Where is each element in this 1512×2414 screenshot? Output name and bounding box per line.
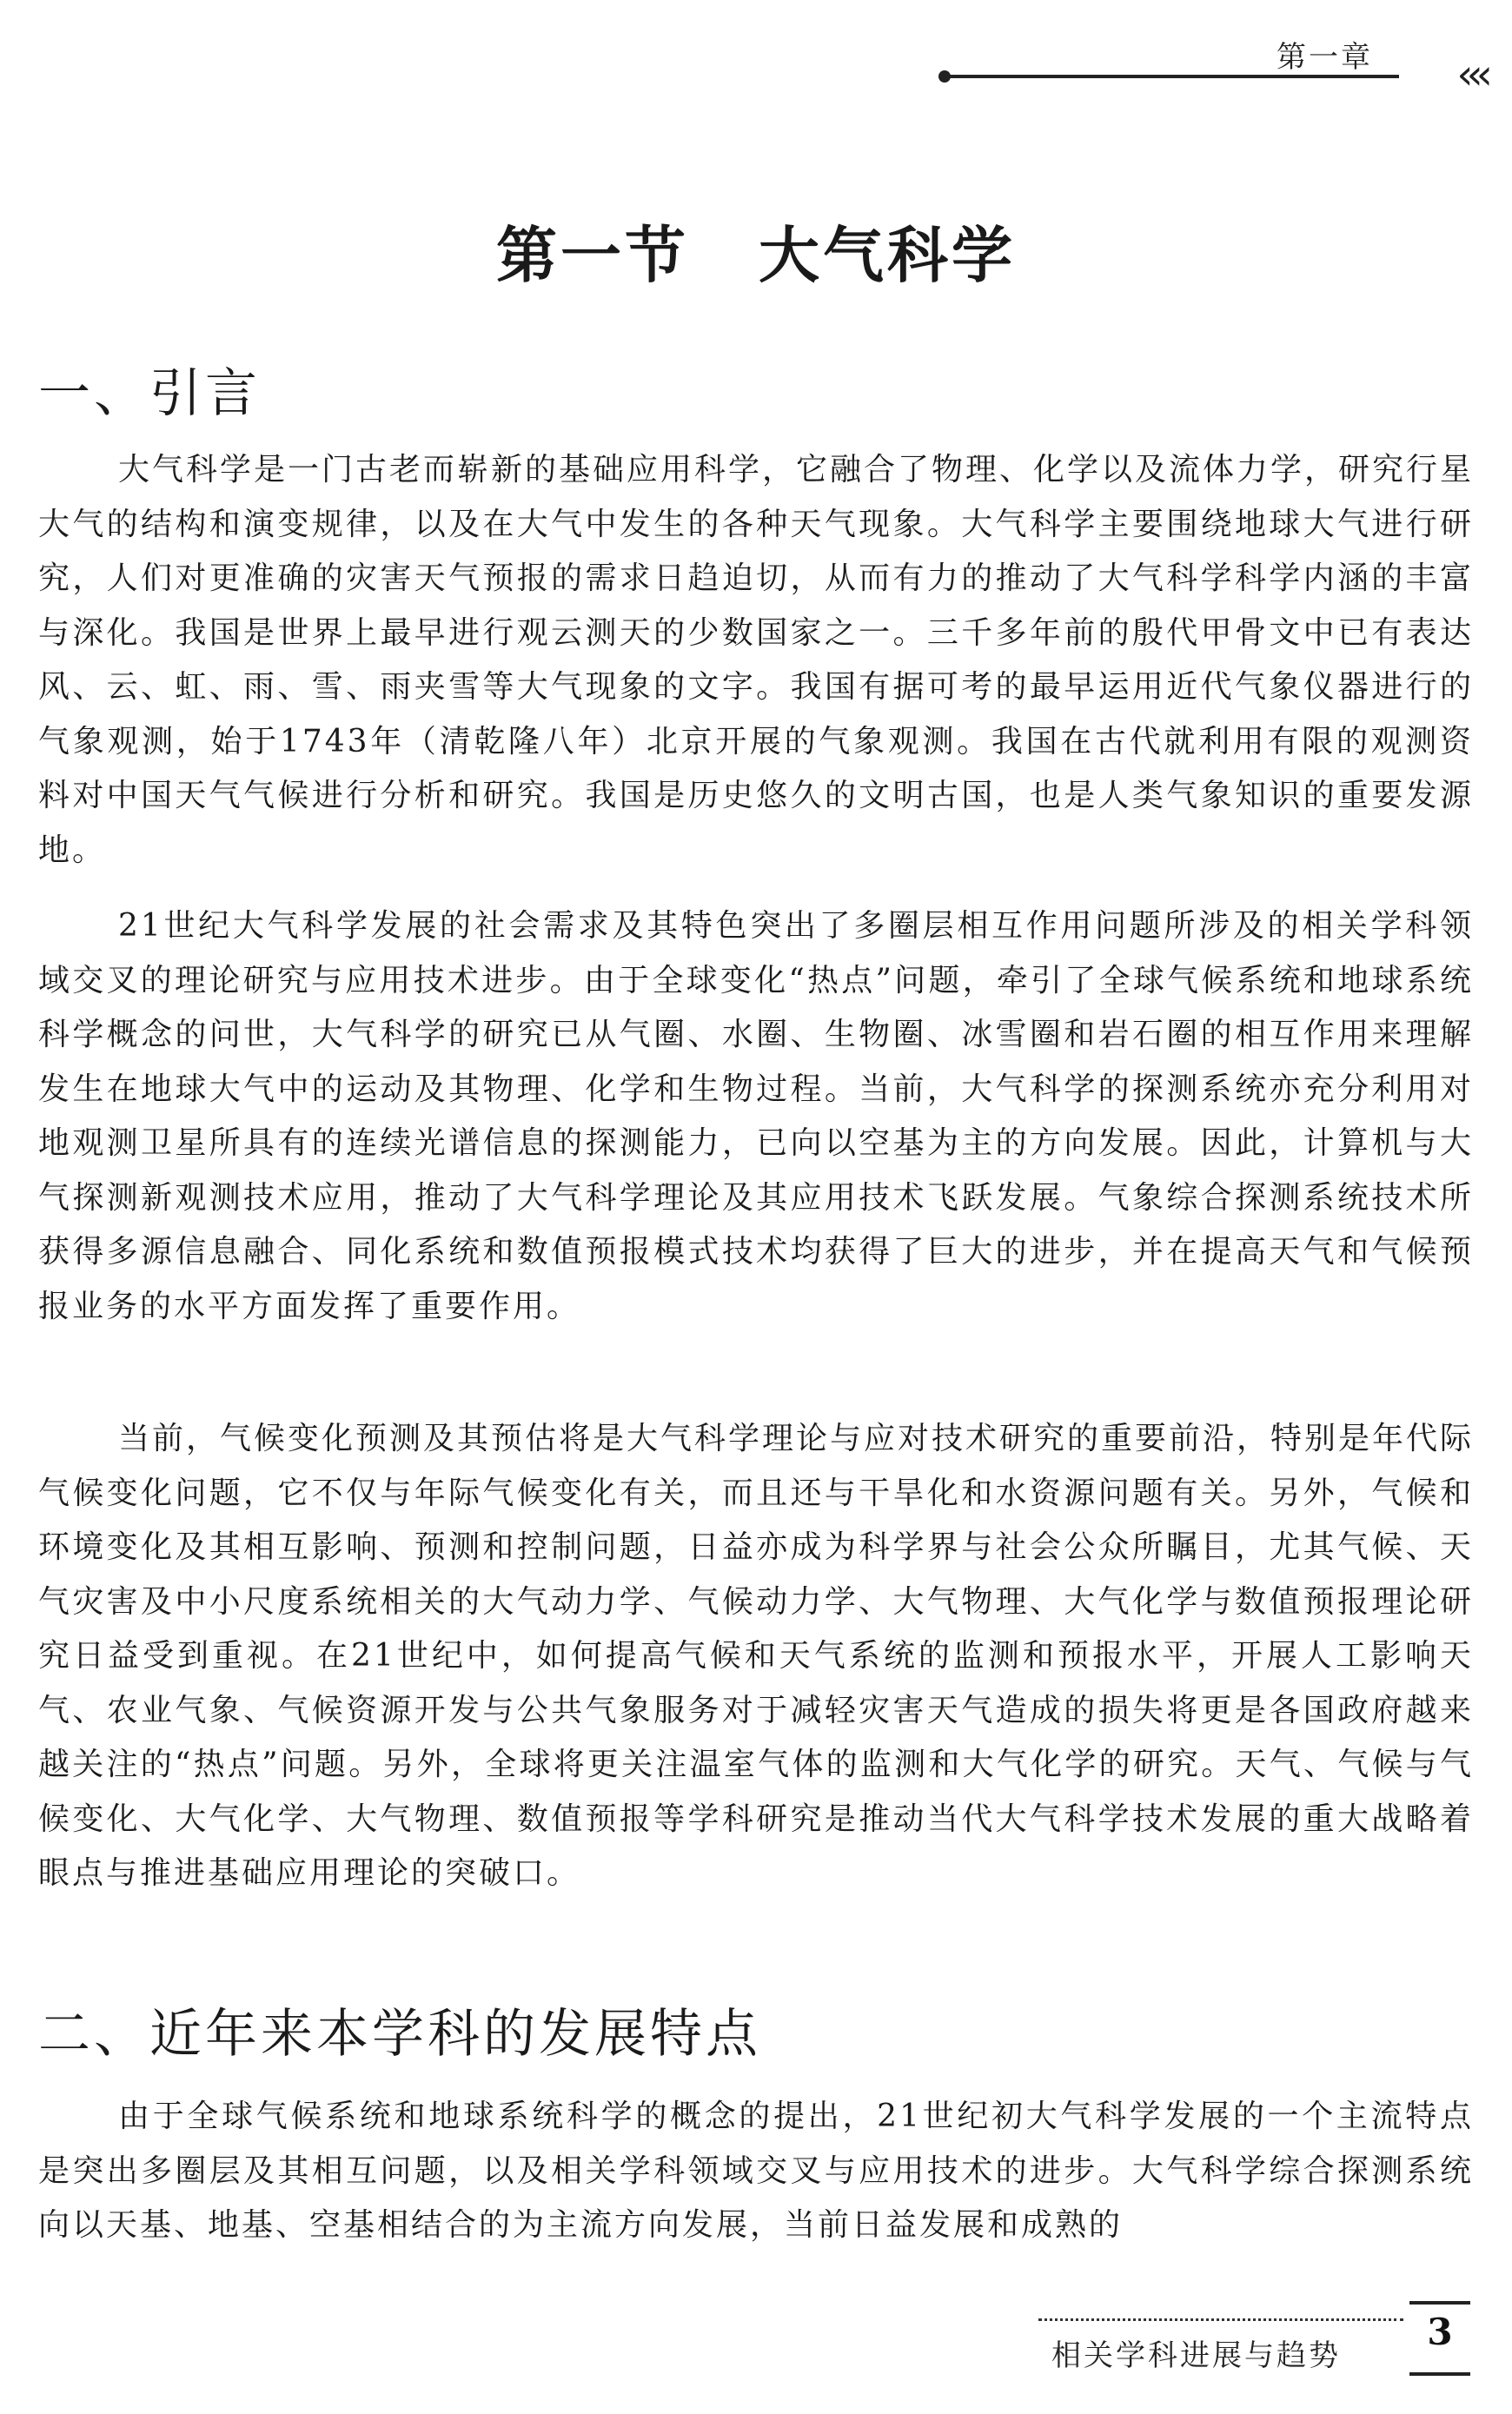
heading-introduction: 一、引言 xyxy=(38,363,261,424)
section-name: 大气科学 xyxy=(759,220,1016,291)
chevron-left-icon: ‹‹‹ xyxy=(1456,50,1486,99)
chapter-label: 第一章 xyxy=(1277,40,1373,75)
footer-book-title: 相关学科进展与趋势 xyxy=(1051,2338,1341,2373)
section-number: 第一节 xyxy=(496,220,689,291)
heading-development-features: 二、近年来本学科的发展特点 xyxy=(38,2004,761,2065)
paragraph-intro-1: 大气科学是一门古老而崭新的基础应用科学，它融合了物理、化学以及流体力学，研究行星大气的结构和演变规律，以及在大气中发生的各种天气现象。大气科学主要围绕地球大气进行研究，人们对更准确的灾害天气预报的需求日趋迫切，从而有力的推动了大气科学科学内涵的丰富与深化。我国是世界上最早进行观云测天的少数国家之一。三千多年前的殷代甲骨文中已有表达风、云、虹、雨、雪、雨夹雪等大气现象的文字。我国有据可考的最早运用近代气象仪器进行的气象观测，始于1743年（清乾隆八年）北京开展的气象观测。我国在古代就利用有限的观测资料对中国天气气候进行分析和研究。我国是历史悠久的文明古国，也是人类气象知识的重要发源地。 xyxy=(38,452,1475,868)
paragraph-intro-2: 21世纪大气科学发展的社会需求及其特色突出了多圈层相互作用问题所涉及的相关学科领域交叉的理论研究与应用技术进步。由于全球变化“热点”问题，牵引了全球气候系统和地球系统科学概念的问世，大气科学的研究已从气圈、水圈、生物圈、冰雪圈和岩石圈的相互作用来理解发生在地球大气中的运动及其物理、化学和生物过程。当前，大气科学的探测系统亦充分利用对地观测卫星所具有的连续光谱信息的探测能力，已向以空基为主的方向发展。因此，计算机与大气探测新观测技术应用，推动了大气科学理论及其应用技术飞跃发展。气象综合探测系统技术所获得多源信息融合、同化系统和数值预报模式技术均获得了巨大的进步，并在提高天气和气候预报业务的水平方面发挥了重要作用。 xyxy=(38,908,1474,1324)
paragraph-intro-3: 当前，气候变化预测及其预估将是大气科学理论与应对技术研究的重要前沿，特别是年代际气候变化问题，它不仅与年际气候变化有关，而且还与干旱化和水资源问题有关。另外，气候和环境变化及其相互影响、预测和控制问题，日益亦成为科学界与社会公众所瞩目，尤其气候、天气灾害及中小尺度系统相关的大气动力学、气候动力学、大气物理、大气化学与数值预报理论研究日益受到重视。在21世纪中，如何提高气候和天气系统的监测和预报水平，开展人工影响天气、农业气象、气候资源开发与公共气象服务对于减轻灾害天气造成的损失将更是各国政府越来越关注的“热点”问题。另外，全球将更关注温室气体的监测和大气化学的研究。天气、气候与气候变化、大气化学、大气物理、数值预报等学科研究是推动当代大气科学技术发展的重大战略着眼点与推进基础应用理论的突破口。 xyxy=(38,1421,1475,1891)
running-head xyxy=(938,26,1486,99)
page-number: 3 xyxy=(1409,2301,1470,2376)
header-rule xyxy=(949,75,1399,78)
footer-dotted-rule xyxy=(1038,2318,1403,2321)
paragraph-features-1: 由于全球气候系统和地球系统科学的概念的提出，21世纪初大气科学发展的一个主流特点是突出多圈层及其相互问题，以及相关学科领域交叉与应用技术的进步。大气科学综合探测系统向以天基、地基、空基相结合的为主流方向发展，当前日益发展和成熟的 xyxy=(38,2099,1474,2243)
section-title xyxy=(0,207,1512,295)
